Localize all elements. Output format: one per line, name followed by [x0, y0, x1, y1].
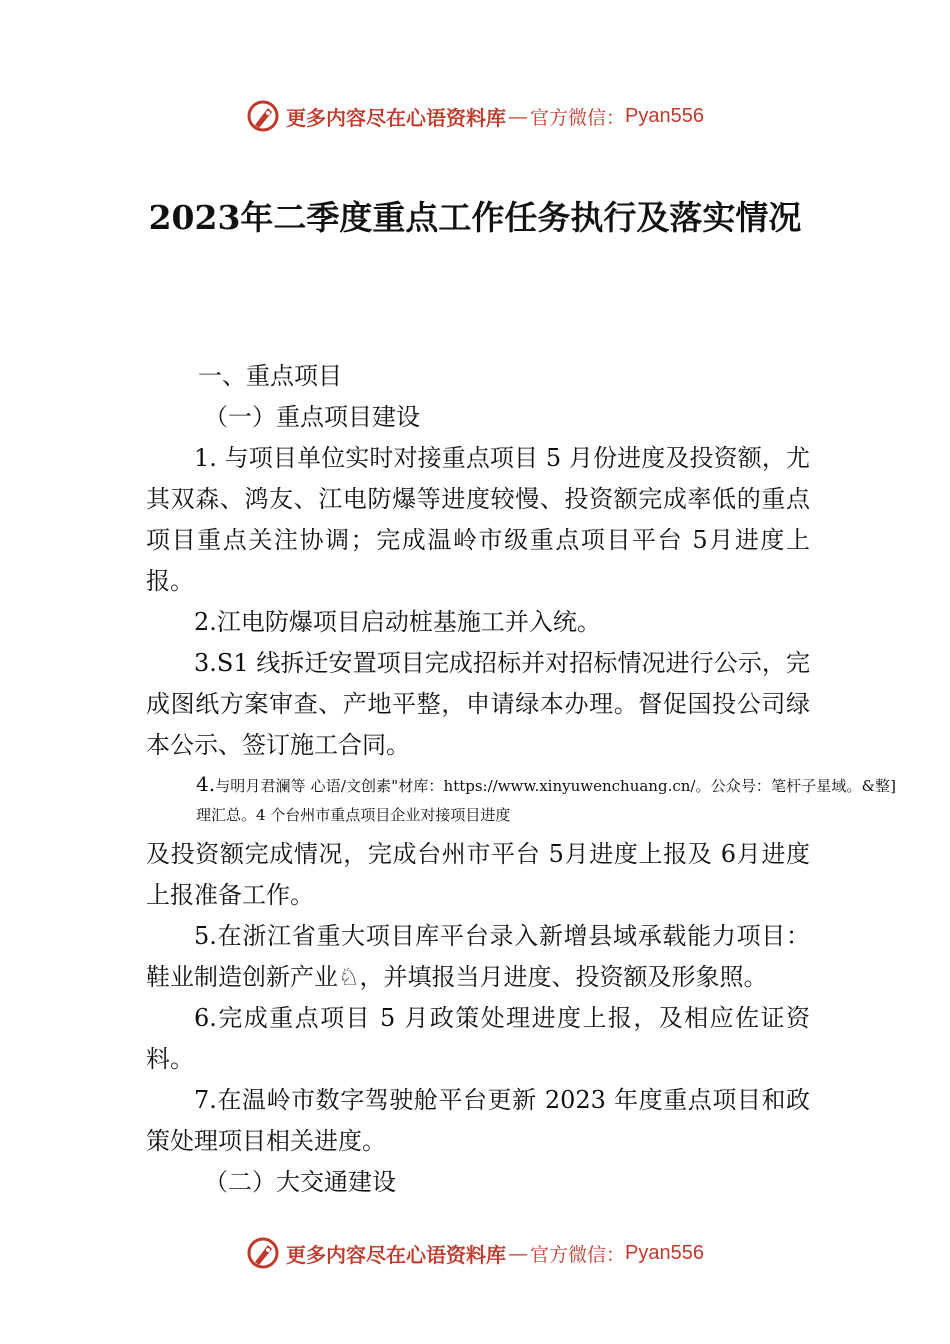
paragraph-2: 2.江电防爆项目启动桩基施工并入统。 [194, 608, 601, 636]
banner-brand-text: 更多内容尽在心语资料库 [286, 105, 506, 130]
header-watermark-banner [0, 96, 950, 136]
paragraph-1: 1. 与项目单位实时对接重点项目 5 月份进度及投资额，尤其双森、鸿友、江电防爆等进度较慢、投资额完成率低的重点项目重点关注协调；完成温岭市级重点项目平台 5月进度上报。 [146, 444, 810, 595]
paragraph-4-continued: 及投资额完成情况，完成台州市平台 5月进度上报及 6月进度上报准备工作。 [146, 840, 810, 909]
section-heading-1: 一、重点项目 [198, 362, 342, 390]
pen-nib-logo-icon [246, 1236, 280, 1270]
banner-dash: — [508, 1241, 528, 1265]
paragraph-3: 3.S1 线拆迁安置项目完成招标并对招标情况进行公示，完成图纸方案审查、产地平整，申请绿本办理。督促国投公司绿本公示、签订施工合同。 [146, 649, 810, 759]
banner-brand-text: 更多内容尽在心语资料库 [286, 1242, 506, 1267]
footer-watermark-banner [0, 1233, 950, 1273]
document-title: 2023年二季度重点工作任务执行及落实情况 [148, 198, 802, 237]
paragraph-6: 6.完成重点项目 5 月政策处理进度上报，及相应佐证资料。 [146, 1004, 810, 1073]
subsection-heading-2: （二）大交通建设 [204, 1168, 396, 1196]
banner-wechat-label: 官方微信： [530, 106, 626, 129]
paragraph-4-number: 4. [196, 772, 216, 796]
subsection-heading-1: （一）重点项目建设 [204, 403, 420, 431]
paragraph-7: 7.在温岭市数字驾驶舱平台更新 2023 年度重点项目和政策处理项目相关进度。 [146, 1086, 810, 1155]
banner-dash: — [508, 104, 528, 128]
banner-wechat-id: Pyan556 [625, 104, 704, 127]
paragraph-5: 5.在浙江省重大项目库平台录入新增县域承载能力项目：鞋业制造创新产业♘，并填报当月进度、投资额及形象照。 [146, 922, 810, 991]
paragraph-4-inserted-line [196, 770, 896, 830]
document-body [146, 356, 896, 1203]
banner-wechat-id: Pyan556 [625, 1241, 704, 1264]
banner-wechat-label: 官方微信： [530, 1243, 626, 1266]
paragraph-4-small-text: 与明月君澜等 心语/文创素"材库：https://www.xinyuwenchuang.cn/。公众号：笔杆子星域。&整]理汇总。4 个台州市重点项目企业对接项目进度 [196, 777, 896, 824]
pen-nib-logo-icon [246, 99, 280, 133]
